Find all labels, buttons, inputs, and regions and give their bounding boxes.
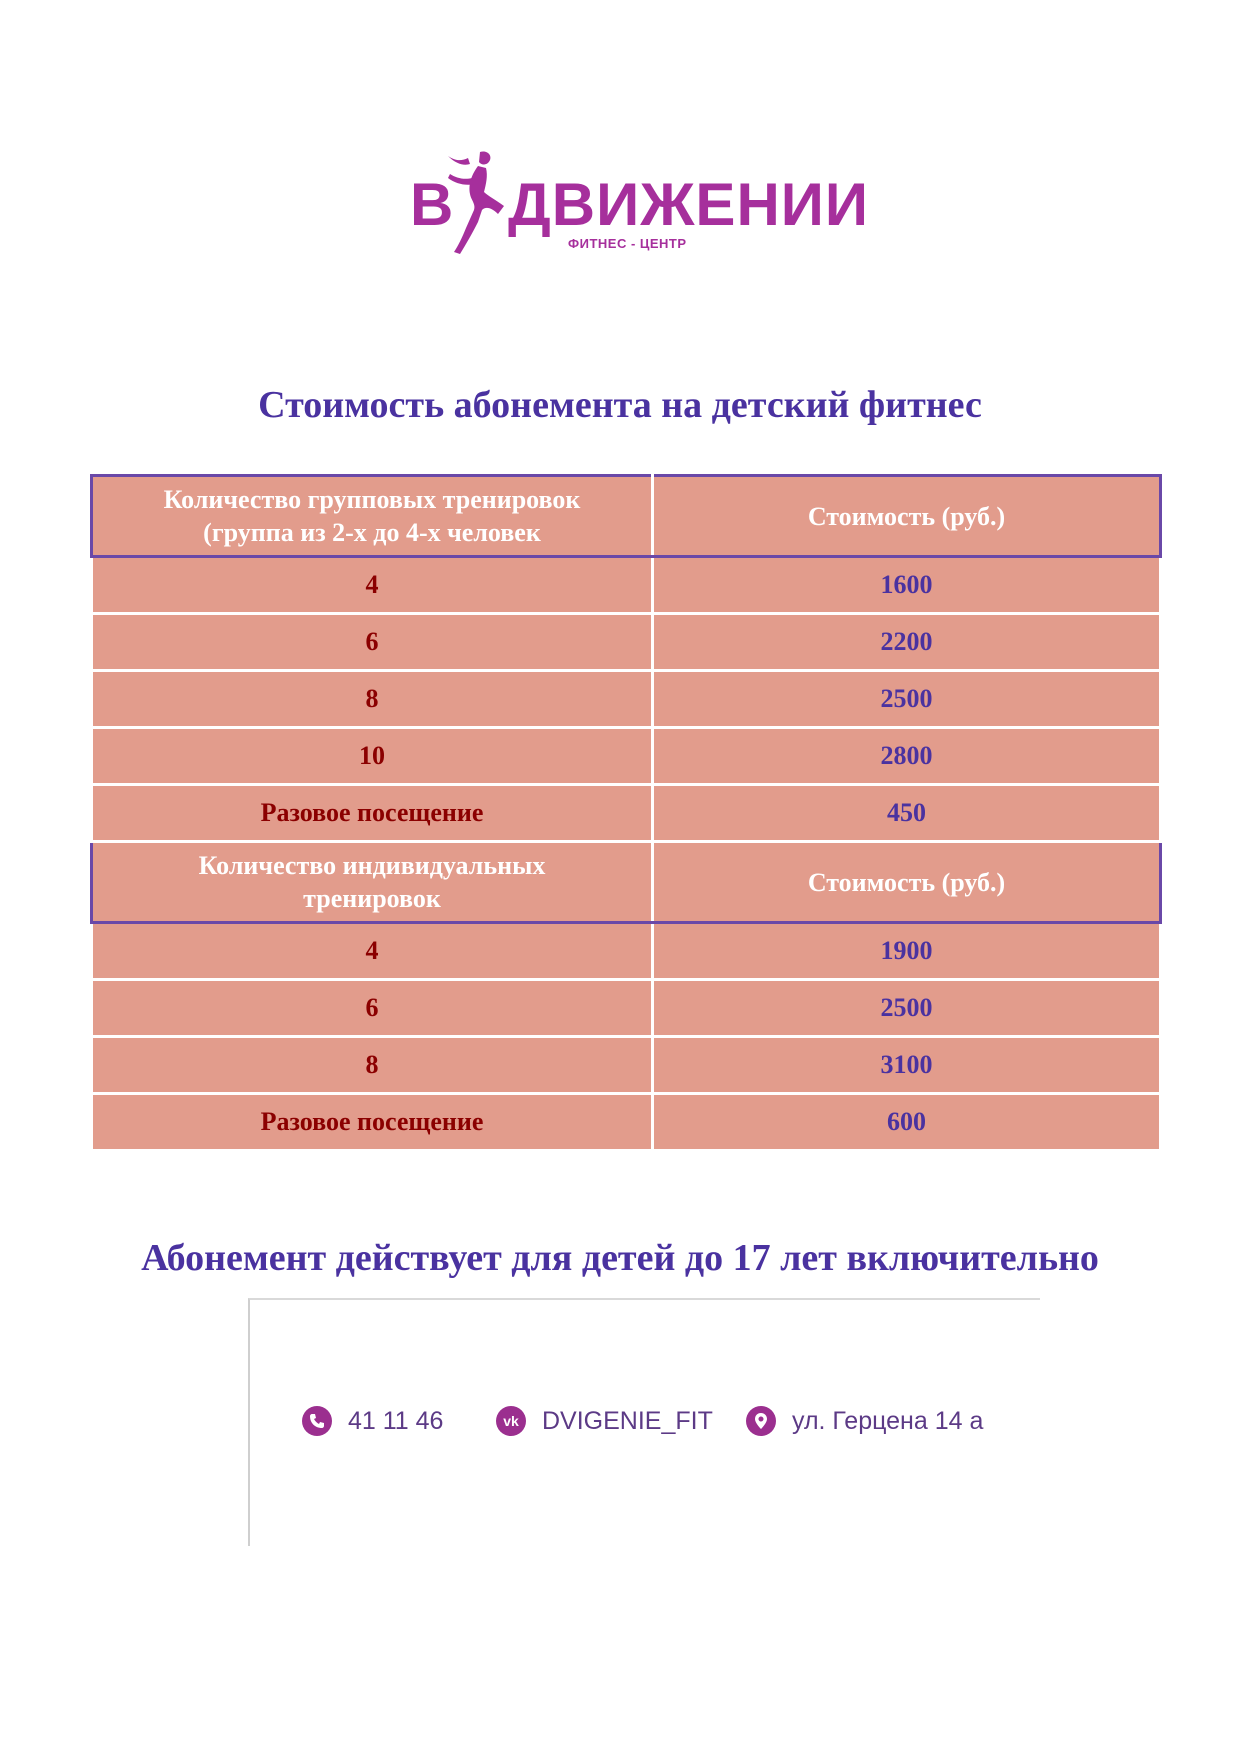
price-table xyxy=(90,474,1162,1152)
table-row xyxy=(92,614,1161,671)
price-cell: 2200 xyxy=(653,614,1161,671)
group-header-price: Стоимость (руб.) xyxy=(653,476,1161,557)
table-row xyxy=(92,671,1161,728)
logo-subtitle: ФИТНЕС - ЦЕНТР xyxy=(568,236,687,251)
count-cell: Разовое посещение xyxy=(92,785,653,842)
phone-number: 41 11 46 xyxy=(348,1406,444,1435)
price-cell: 2500 xyxy=(653,980,1161,1037)
table-row xyxy=(92,785,1161,842)
count-cell: 6 xyxy=(92,980,653,1037)
group-header-line2: (группа из 2-х до 4-х человек xyxy=(203,518,541,547)
individual-header-price: Стоимость (руб.) xyxy=(653,842,1161,923)
group-header-line1: Количество групповых тренировок xyxy=(163,485,581,514)
individual-header-line1: Количество индивидуальных xyxy=(198,851,546,880)
count-cell: 8 xyxy=(92,1037,653,1094)
price-cell: 450 xyxy=(653,785,1161,842)
price-cell: 1900 xyxy=(653,923,1161,980)
group-header-row xyxy=(92,476,1161,557)
table-row xyxy=(92,980,1161,1037)
table-row xyxy=(92,557,1161,614)
logo xyxy=(408,148,870,258)
individual-header-row xyxy=(92,842,1161,923)
contact-phone[interactable] xyxy=(302,1404,443,1438)
contact-address[interactable] xyxy=(746,1404,983,1438)
table-row xyxy=(92,923,1161,980)
page-title: Стоимость абонемента на детский фитнес xyxy=(258,384,982,426)
count-cell: 6 xyxy=(92,614,653,671)
contact-bar xyxy=(248,1298,1040,1546)
count-cell: 4 xyxy=(92,923,653,980)
individual-header-count xyxy=(92,842,653,923)
group-header-count xyxy=(92,476,653,557)
count-cell: 4 xyxy=(92,557,653,614)
individual-header-line2: тренировок xyxy=(303,884,441,913)
count-cell: 10 xyxy=(92,728,653,785)
address-text: ул. Герцена 14 а xyxy=(792,1406,984,1435)
count-cell: Разовое посещение xyxy=(92,1094,653,1151)
table-row xyxy=(92,1037,1161,1094)
table-row xyxy=(92,1094,1161,1151)
age-limit-note: Абонемент действует для детей до 17 лет включительно xyxy=(141,1237,1099,1279)
contact-vk[interactable] xyxy=(496,1404,713,1438)
price-cell: 2800 xyxy=(653,728,1161,785)
price-cell: 3100 xyxy=(653,1037,1161,1094)
logo-name: ДВИЖЕНИИ xyxy=(508,171,870,238)
vk-icon: vk xyxy=(496,1406,526,1436)
logo-letter-v: В xyxy=(410,171,455,238)
table-row xyxy=(92,728,1161,785)
location-pin-icon xyxy=(746,1406,776,1436)
vk-handle: DVIGENIE_FIT xyxy=(542,1406,713,1435)
phone-icon xyxy=(302,1406,332,1436)
price-cell: 1600 xyxy=(653,557,1161,614)
logo-wordmark xyxy=(408,154,870,264)
count-cell: 8 xyxy=(92,671,653,728)
price-cell: 2500 xyxy=(653,671,1161,728)
price-cell: 600 xyxy=(653,1094,1161,1151)
